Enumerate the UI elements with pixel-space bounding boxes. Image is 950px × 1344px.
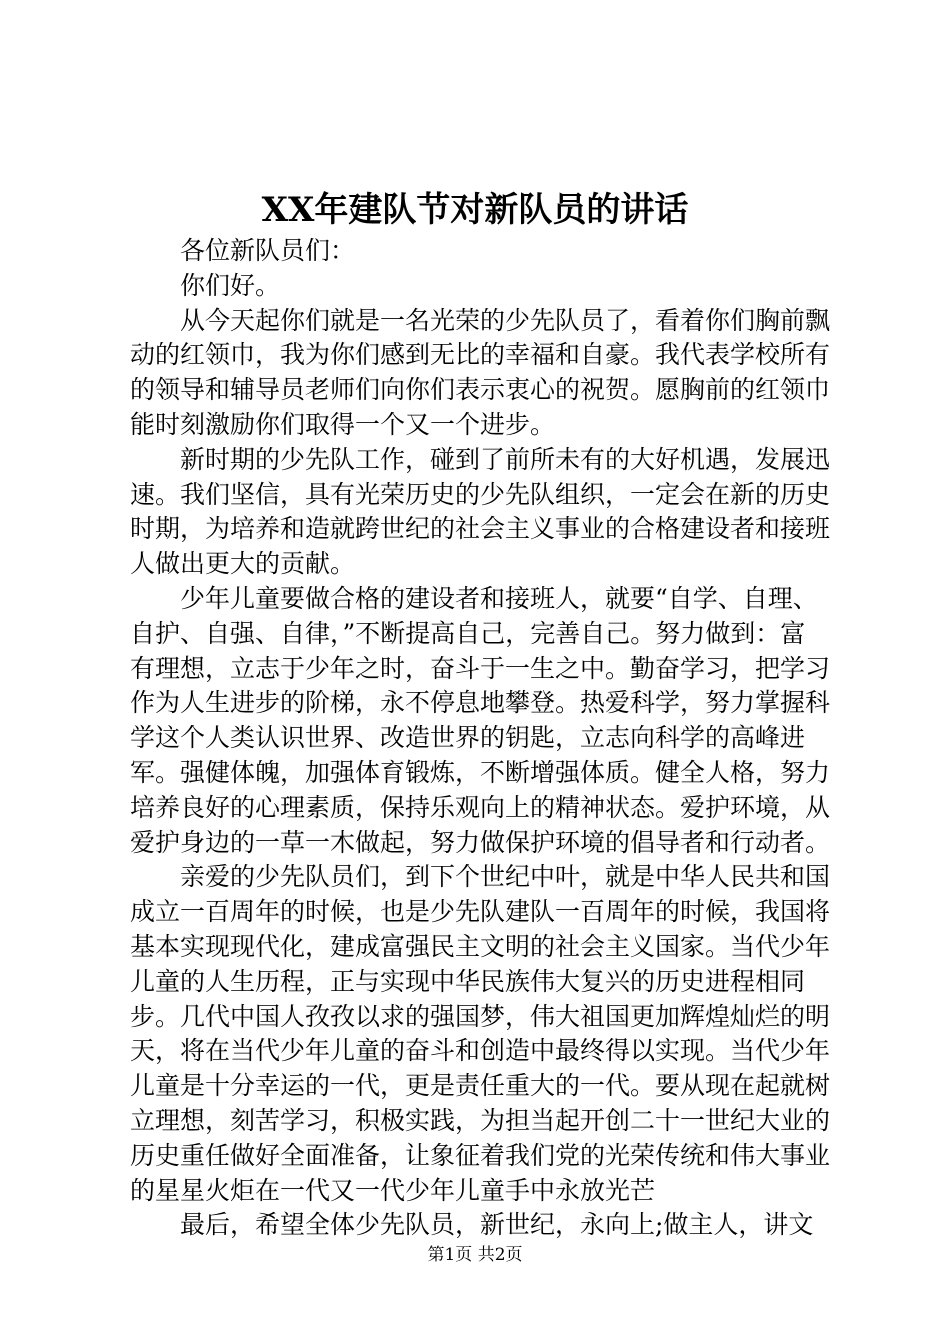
- paragraph-future: 亲爱的少先队员们，到下个世纪中叶，就是中华人民共和国成立一百周年的时候，也是少先队建队一百周年的时候，我国将基本实现现代化，建成富强民主文明的社会主义国家。当代少年儿童的人生历程，正与实现中华民族伟大复兴的历史进程相同步。几代中国人孜孜以求的强国梦，伟大祖国更加辉煌灿烂的明天，将在当代少年儿童的奋斗和创造中最终得以实现。当代少年儿童是十分幸运的一代，更是责任重大的一代。要从现在起就树立理想，刻苦学习，积极实践，为担当起开创二十一世纪大业的历史重任做好全面准备，让象征着我们党的光荣传统和伟大事业的星星火炬在一代又一代少年儿童手中永放光芒: [130, 862, 831, 1205]
- paragraph-requirements: 少年儿童要做合格的建设者和接班人，就要“自学、自理、自护、自强、自律，”不断提高自己，完善自己。努力做到：富有理想，立志于少年之时，奋斗于一生之中。勤奋学习，把学习作为人生进步的阶梯，永不停息地攀登。热爱科学，努力掌握科学这个人类认识世界、改造世界的钥匙，立志向科学的高峰进军。强健体魄，加强体育锻炼，不断增强体质。健全人格，努力培养良好的心理素质，保持乐观向上的精神状态。爱护环境，从爱护身边的一草一木做起，努力做保护环境的倡导者和行动者。: [130, 583, 831, 857]
- page-number: 第1页 共2页: [427, 1245, 523, 1265]
- greeting: 你们好。: [180, 270, 281, 300]
- paragraph-congratulations: 从今天起你们就是一名光荣的少先队员了，看着你们胸前飘动的红领巾，我为你们感到无比的幸福和自豪。我代表学校所有的领导和辅导员老师们向你们表示衷心的祝贺。愿胸前的红领巾能时刻激励你们取得一个又一个进步。: [130, 305, 831, 439]
- document-title: XX年建队节对新队员的讲话: [261, 190, 689, 230]
- document-body: [130, 234, 830, 1243]
- paragraph-closing: 最后，希望全体少先队员，新世纪，永向上;做主人，讲文: [180, 1210, 814, 1240]
- salutation: 各位新队员们：: [180, 236, 356, 265]
- paragraph-new-era: 新时期的少先队工作，碰到了前所未有的大好机遇，发展迅速。我们坚信，具有光荣历史的少先队组织，一定会在新的历史时期，为培养和造就跨世纪的社会主义事业的合格建设者和接班人做出更大的贡献。: [130, 444, 831, 579]
